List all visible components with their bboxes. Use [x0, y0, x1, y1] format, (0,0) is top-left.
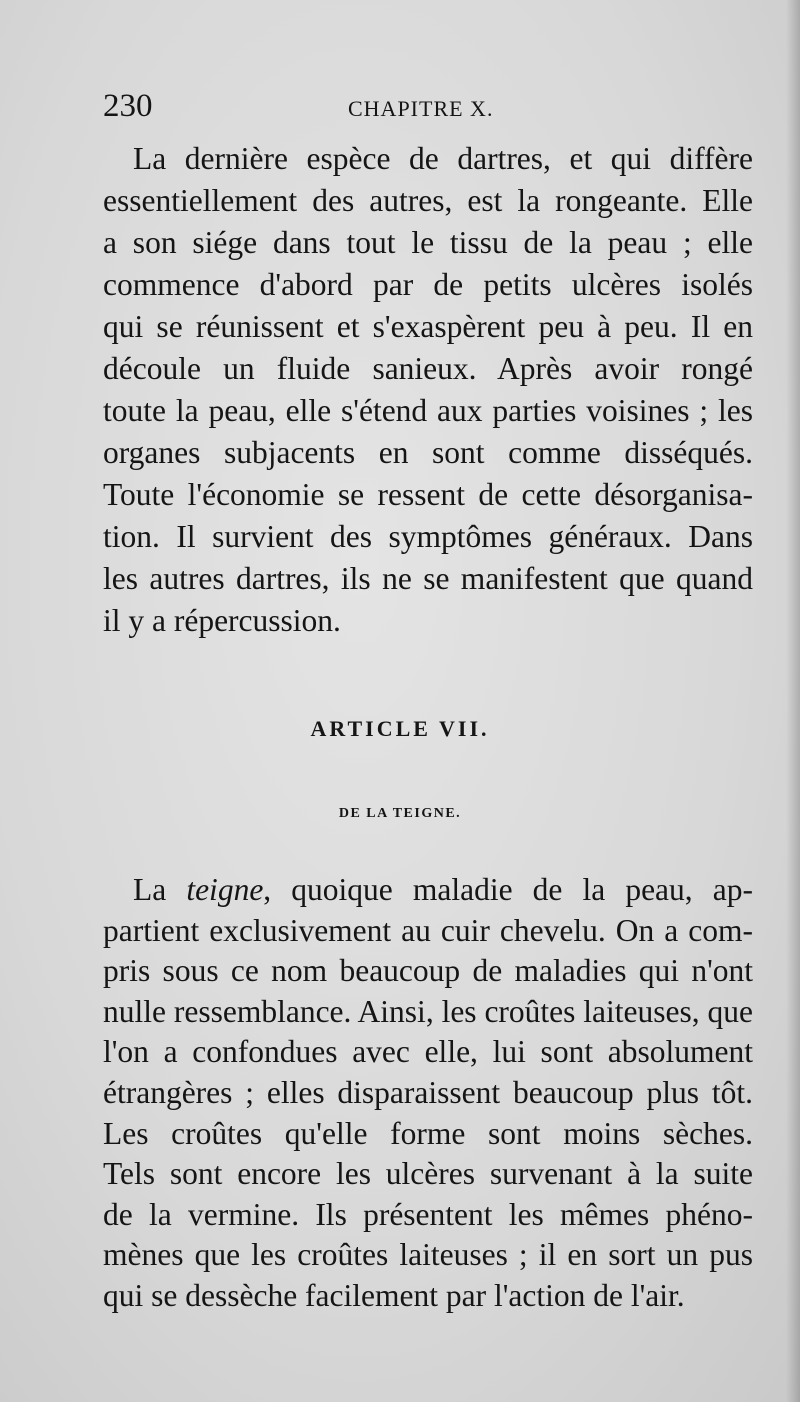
text-line: qui se dessèche facilement par l'action de l'air.	[103, 1277, 685, 1313]
page-header	[103, 88, 755, 128]
text-run: La	[133, 872, 187, 907]
text-line: a son siége dans tout le tissu de la peau ; elle	[103, 225, 753, 260]
text-line: organes subjacents en sont comme disséqués.	[103, 435, 753, 470]
text-line: tion. Il survient des symptômes généraux. Dans	[103, 519, 753, 554]
text-line: Toute l'économie se ressent de cette désorganisa-	[103, 477, 753, 512]
running-head: CHAPITRE X.	[348, 96, 494, 121]
article-heading: ARTICLE VII.	[310, 716, 490, 741]
text-line: nulle ressemblance. Ainsi, les croûtes laiteuses, que	[103, 993, 753, 1029]
text-line: partient exclusivement au cuir chevelu. On a com-	[103, 912, 753, 948]
italic-term: teigne	[186, 872, 264, 907]
text-line: La dernière espèce de dartres, et qui diffère	[133, 141, 753, 176]
section-heading: DE LA TEIGNE.	[338, 806, 462, 821]
page-number: 230	[103, 88, 153, 124]
text-line: Tels sont encore les ulcères survenant à la suite	[103, 1156, 753, 1192]
text-line: qui se réunissent et s'exaspèrent peu à peu. Il en	[103, 309, 753, 344]
text-line: toute la peau, elle s'étend aux parties voisines ; les	[103, 393, 753, 428]
text-line: commence d'abord par de petits ulcères isolés	[103, 267, 753, 302]
paragraph-teigne	[103, 870, 753, 1317]
text-run: , quoique maladie de la peau, ap-	[263, 872, 753, 907]
text-line: mènes que les croûtes laiteuses ; il en sort un pus	[103, 1237, 753, 1273]
text-line: il y a répercussion.	[103, 603, 341, 638]
text-line: l'on a confondues avec elle, lui sont absolument	[103, 1034, 753, 1070]
text-line: de la vermine. Ils présentent les mêmes phéno-	[103, 1196, 753, 1232]
text-line: étrangères ; elles disparaissent beaucoup plus tôt.	[103, 1074, 753, 1110]
text-line	[103, 870, 753, 911]
text-line: pris sous ce nom beaucoup de maladies qui n'ont	[103, 953, 753, 989]
text-line: découle un fluide sanieux. Après avoir rongé	[103, 351, 753, 386]
text-line: Les croûtes qu'elle forme sont moins sèches.	[103, 1115, 753, 1151]
paragraph-dartres	[103, 138, 753, 642]
text-line: les autres dartres, ils ne se manifestent que quand	[103, 561, 753, 596]
text-line: essentiellement des autres, est la rongeante. Elle	[103, 183, 753, 218]
